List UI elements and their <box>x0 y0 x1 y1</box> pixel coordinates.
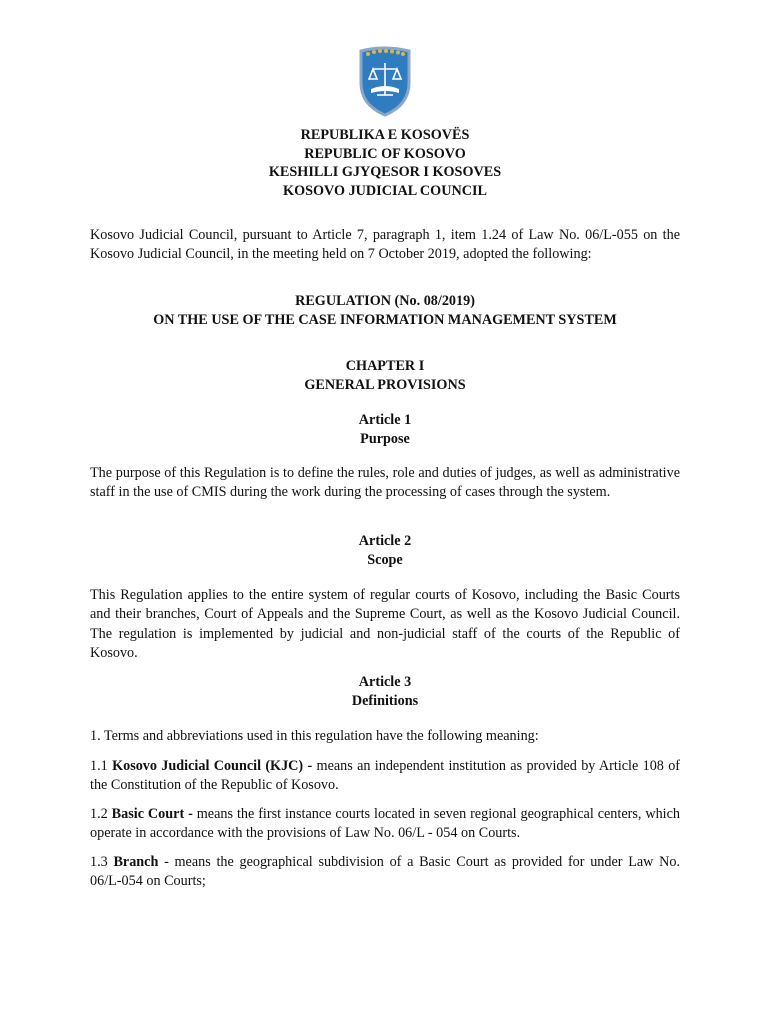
regulation-subject: ON THE USE OF THE CASE INFORMATION MANAGEMENT SYSTEM <box>153 311 617 328</box>
document-header <box>0 126 770 200</box>
article-1-text: The purpose of this Regulation is to define the rules, role and duties of judges, as well as administrative staff in the use of CMIS during the work during the processing of cases through the system. <box>90 465 680 501</box>
definition-item <box>90 853 680 892</box>
article-3-intro: 1. Terms and abbreviations used in this regulation have the following meaning: <box>90 728 539 744</box>
definition-item <box>90 805 680 844</box>
definition-term: Kosovo Judicial Council (KJC) - <box>112 758 313 774</box>
chapter-heading <box>0 357 770 394</box>
chapter-title: GENERAL PROVISIONS <box>304 376 466 393</box>
article-1-number: Article 1 <box>358 412 412 428</box>
definition-item <box>90 757 680 796</box>
header-line-republic-albanian: REPUBLIKA E KOSOVËS <box>300 127 470 143</box>
definition-term: Basic Court - <box>111 806 193 822</box>
article-2-text: This Regulation applies to the entire system of regular courts of Kosovo, including the Basic Courts and their branches, Court of Appeals and the Supreme Court, as well as the Kosovo Judicial Council. The regulation is implemented by judicial and non-judicial staff of the courts of the Republic of Kosovo. <box>90 587 680 662</box>
article-2-heading <box>0 532 770 569</box>
header-line-republic-english: REPUBLIC OF KOSOVO <box>304 145 466 162</box>
header-line-council-albanian: KESHILLI GJYQESOR I KOSOVES <box>268 164 502 181</box>
article-3-number: Article 3 <box>358 674 412 690</box>
regulation-title <box>0 292 770 329</box>
article-1-title: Purpose <box>360 430 410 447</box>
intro-paragraph: Kosovo Judicial Council, pursuant to Article 7, paragraph 1, item 1.24 of Law No. 06/L-055 on the Kosovo Judicial Council, in the meeting held on 7 October 2019, adopted the following: <box>90 227 680 263</box>
regulation-number: REGULATION (No. 08/2019) <box>295 293 475 309</box>
definition-number: 1.1 <box>90 758 108 774</box>
definition-text: means the first instance courts located in seven regional geographical centers, which operate in accordance with the provisions of Law No. 06/L - 054 on Courts. <box>90 806 681 842</box>
definition-number: 1.3 <box>90 854 108 870</box>
article-2-number: Article 2 <box>358 533 412 549</box>
article-3-title: Definitions <box>351 692 419 709</box>
article-1-heading <box>0 411 770 448</box>
chapter-number: CHAPTER I <box>345 358 425 374</box>
definition-number: 1.2 <box>90 806 108 822</box>
article-2-title: Scope <box>367 551 403 568</box>
definition-text: means an independent institution as provided by Article 108 of the Constitution of the Republic of Kosovo. <box>90 758 681 794</box>
definition-text: - means the geographical subdivision of a Basic Court as provided for under Law No. 06/L-054 on Courts; <box>90 854 680 890</box>
definition-term: Branch <box>113 854 159 870</box>
kosovo-judicial-council-shield-icon <box>355 45 415 117</box>
article-3-heading <box>0 673 770 710</box>
header-line-council-english: KOSOVO JUDICIAL COUNCIL <box>283 182 487 199</box>
